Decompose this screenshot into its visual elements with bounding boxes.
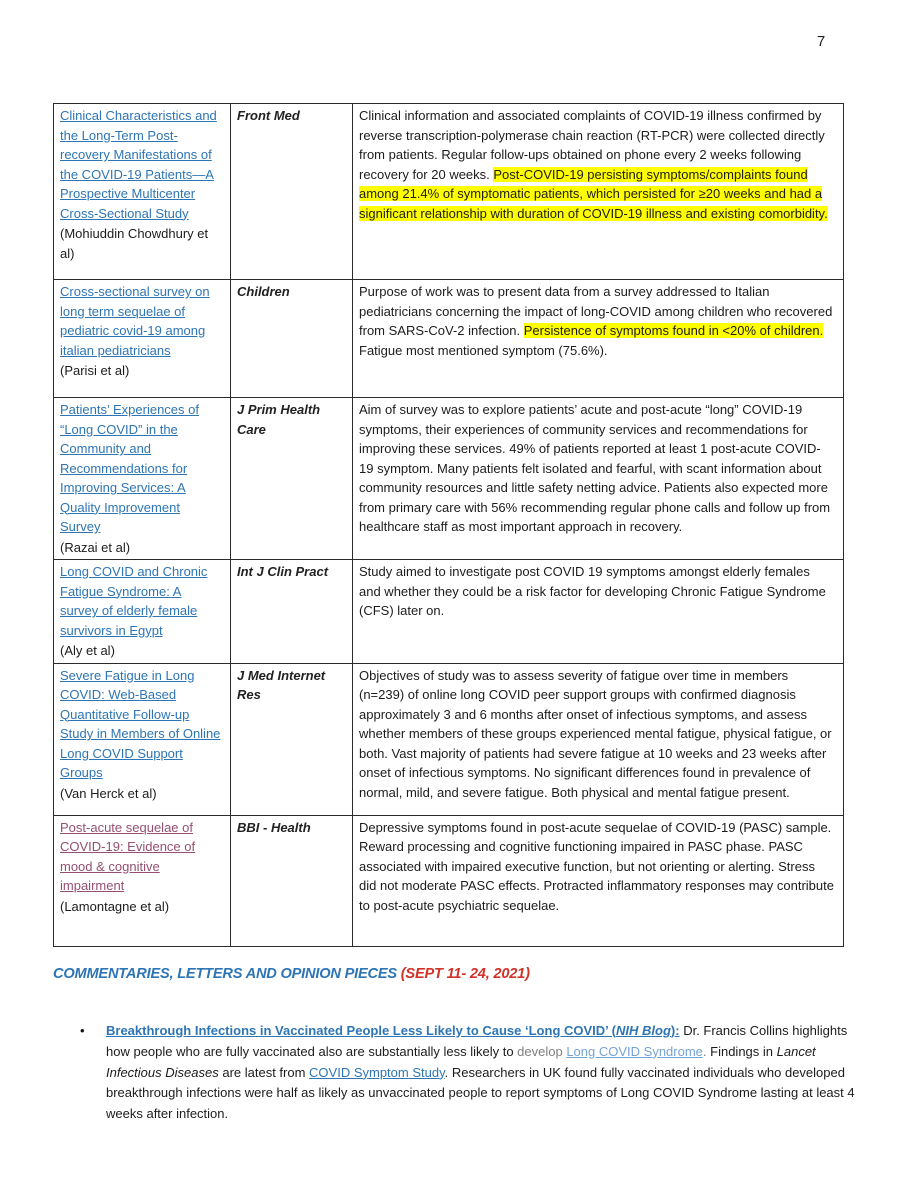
description-cell <box>353 398 844 560</box>
journal-cell: Children <box>231 280 353 398</box>
text-segment: are latest from <box>218 1064 310 1080</box>
table-row <box>54 398 844 560</box>
journal-cell: Int J Clin Pract <box>231 560 353 664</box>
journal-cell: BBI - Health <box>231 815 353 946</box>
description-cell <box>353 280 844 398</box>
text-segment: Post-COVID-19 persisting symptoms/complaints found among 21.4% of symptomatic patients, which persisted for ≥20 weeks and had a significant relationship with duration of COVID-19 illness and existing comorbidity. <box>359 166 828 221</box>
title-cell <box>54 280 231 398</box>
article-authors: (Lamontagne et al) <box>60 898 170 914</box>
text-segment: Dr. Francis Collins highlights how people who are fully vaccinated also are substantially less likely to <box>106 1023 848 1059</box>
title-cell <box>54 398 231 560</box>
inline-link[interactable]: Long COVID Syndrome <box>566 1043 703 1059</box>
bullet-paragraph <box>106 1021 862 1125</box>
article-link[interactable]: Patients’ Experiences of “Long COVID” in the Community and Recommendations for Improving Services: A Quality Improvement Survey <box>60 402 199 534</box>
journal-cell: Front Med <box>231 104 353 280</box>
text-segment: . Researchers in UK found fully vaccinated individuals who developed breakthrough infections were half as likely as unvaccinated people to report symptoms of Long COVID Syndrome lasting at least 4 weeks after infection. <box>106 1064 855 1122</box>
description-cell <box>353 560 844 664</box>
inline-link[interactable]: NIH Blog <box>616 1023 671 1038</box>
inline-link[interactable]: Breakthrough Infections in Vaccinated People Less Likely to Cause ‘Long COVID’ ( <box>106 1023 617 1038</box>
section-heading <box>53 966 853 982</box>
title-cell <box>54 104 231 280</box>
bullet-icon: • <box>80 1023 85 1038</box>
article-authors: (Aly et al) <box>60 643 115 658</box>
article-link[interactable]: Long COVID and Chronic Fatigue Syndrome: A survey of elderly female survivors in Egypt <box>60 564 208 638</box>
table-row <box>54 104 844 280</box>
list-item <box>80 1021 862 1125</box>
text-segment: Study aimed to investigate post COVID 19 symptoms amongst elderly females and whether they could be a risk factor for developing Chronic Fatigue Syndrome (CFS) later on. <box>359 564 826 618</box>
table-row <box>54 815 844 946</box>
description-cell <box>353 663 844 815</box>
table-row <box>54 663 844 815</box>
inline-link[interactable]: ): <box>670 1023 680 1038</box>
text-segment: Depressive symptoms found in post-acute sequelae of COVID-19 (PASC) sample. Reward processing and cognitive functioning impaired in PASC phase. PASC associated with impaired executive function, but not orienting or alerting. Stress did not moderate PASC effects. Protracted inflammatory responses may contribute to post-acute psychiatric sequelae. <box>359 819 834 913</box>
table-row <box>54 280 844 398</box>
article-link[interactable]: Severe Fatigue in Long COVID: Web-Based Quantitative Follow-up Study in Members of Online Long COVID Support Groups <box>60 667 221 780</box>
text-segment: Persistence of symptoms found in <20% of children. <box>523 323 824 338</box>
title-cell <box>54 663 231 815</box>
text-segment: develop <box>517 1043 567 1059</box>
description-cell <box>353 104 844 280</box>
inline-link[interactable]: COVID Symptom Study <box>309 1064 445 1080</box>
page-number: 7 <box>816 33 826 50</box>
articles-table <box>53 103 844 947</box>
article-authors: (Parisi et al) <box>60 363 130 378</box>
article-link[interactable]: Cross-sectional survey on long term sequelae of pediatric covid-19 among italian pediatricians <box>60 284 210 358</box>
journal-cell: J Med Internet Res <box>231 663 353 815</box>
journal-cell: J Prim Health Care <box>231 398 353 560</box>
article-link-visited[interactable]: Post-acute sequelae of COVID-19: Evidence of mood & cognitive impairment <box>60 819 196 893</box>
article-authors: (Mohiuddin Chowdhury et al) <box>60 226 209 261</box>
title-cell <box>54 815 231 946</box>
text-segment: Objectives of study was to assess severity of fatigue over time in members (n=239) of online long COVID peer support groups with confirmed diagnosis approximately 3 and 6 months after onset of infectious symptoms, and assess whether members of these groups experienced mental fatigue, physical fatigue, or both. Vast majority of patients had severe fatigue at 10 weeks and 23 weeks after onset of infectious symptoms. No significant differences found in prevalence of normal, mild, and severe fatigue. Both physical and mental fatigue present. <box>359 667 832 800</box>
article-authors: (Razai et al) <box>60 539 131 555</box>
text-segment: Findings in <box>706 1043 777 1059</box>
text-segment: Clinical information and associated complaints of COVID-19 illness confirmed by reverse transcription-polymerase chain reaction (RT-PCR) were collected directly from patients. Regular follow-ups obtained on phone every 2 weeks following recovery for 20 weeks. <box>359 108 825 182</box>
text-segment: COMMENTARIES, LETTERS AND OPINION PIECES <box>53 966 401 982</box>
table-row <box>54 560 844 664</box>
text-segment: Lancet Infectious Diseases <box>106 1043 816 1080</box>
text-segment: (SEPT 11- 24, 2021) <box>400 966 530 982</box>
description-cell <box>353 815 844 946</box>
title-cell <box>54 560 231 664</box>
text-segment: . <box>702 1043 707 1059</box>
text-segment: Purpose of work was to present data from a survey addressed to Italian pediatricians concerning the impact of long-COVID among children who recovered from SARS-CoV-2 infection. <box>359 284 833 338</box>
text-segment: Aim of survey was to explore patients’ acute and post-acute “long” COVID-19 symptoms, their experiences of community services and recommendations for improving these services. 49% of patients reported at least 1 post-acute COVID-19 symptom. Many patients felt isolated and fearful, with scant information about community resources and little safety netting advice. Patients also expected more from primary care with 56% recommending regular phone calls and follow up from healthcare staff as most important approach in recovery. <box>359 402 831 534</box>
text-segment: Fatigue most mentioned symptom (75.6%). <box>359 342 608 358</box>
article-authors: (Van Herck et al) <box>60 785 157 801</box>
article-link[interactable]: Clinical Characteristics and the Long-Term Post-recovery Manifestations of the COVID-19 Patients—A Prospective Multicenter Cross-Sectional Study <box>60 108 217 221</box>
